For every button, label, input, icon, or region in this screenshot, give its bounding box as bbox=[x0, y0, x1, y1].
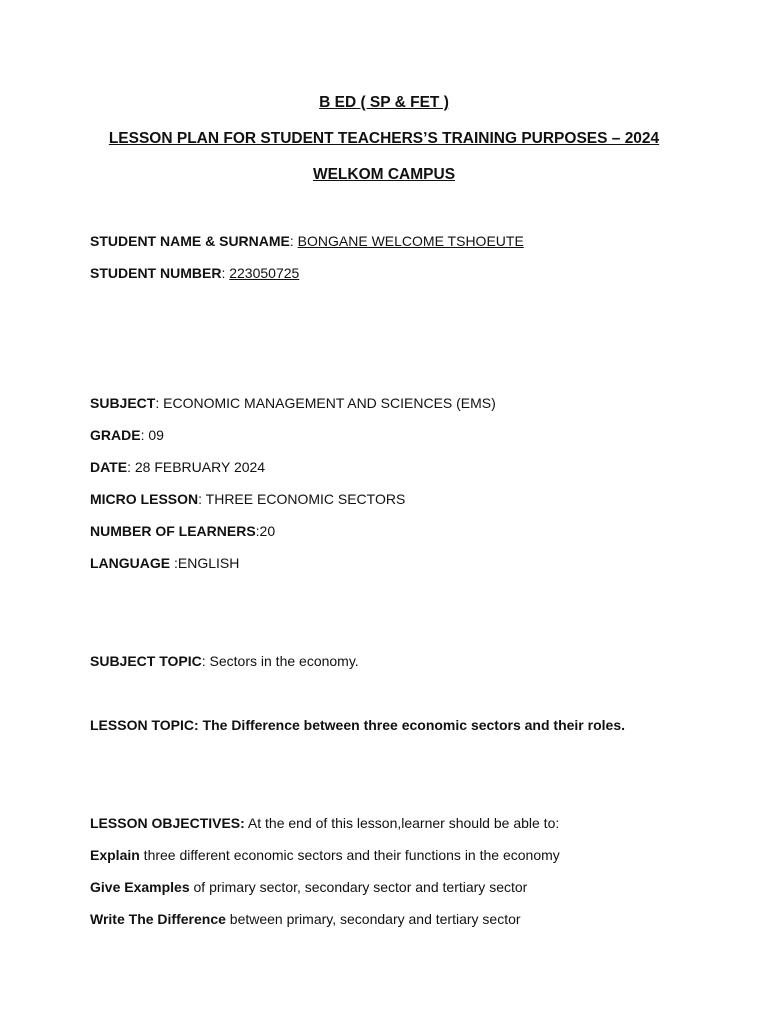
subject-label: SUBJECT bbox=[90, 395, 156, 411]
grade-label: GRADE bbox=[90, 427, 141, 443]
subject-value: : ECONOMIC MANAGEMENT AND SCIENCES (EMS) bbox=[155, 395, 496, 411]
objective-text: between primary, secondary and tertiary sector bbox=[225, 911, 521, 927]
language-value: :ENGLISH bbox=[174, 555, 240, 571]
student-number-label: STUDENT NUMBER bbox=[90, 265, 222, 281]
number-of-learners-label: NUMBER OF LEARNERS bbox=[90, 523, 256, 539]
date-label: DATE bbox=[90, 459, 128, 475]
subject-topic-label: SUBJECT TOPIC bbox=[90, 653, 202, 669]
objective-item bbox=[90, 879, 527, 895]
subject-topic-row bbox=[90, 653, 359, 669]
lesson-objectives-row bbox=[90, 815, 559, 831]
objective-item bbox=[90, 911, 521, 927]
language-row bbox=[90, 555, 239, 571]
grade-value: : 09 bbox=[140, 427, 164, 443]
language-label: LANGUAGE bbox=[90, 555, 174, 571]
student-name-value: BONGANE WELCOME TSHOEUTE bbox=[297, 233, 524, 249]
subject-row bbox=[90, 395, 496, 411]
campus-heading: WELKOM CAMPUS bbox=[312, 166, 456, 183]
micro-lesson-row bbox=[90, 491, 405, 507]
student-number-row bbox=[90, 265, 299, 281]
date-row bbox=[90, 459, 265, 475]
student-name-label: STUDENT NAME & SURNAME bbox=[90, 233, 290, 249]
student-name-separator: : bbox=[289, 233, 298, 249]
student-number-separator: : bbox=[221, 265, 230, 281]
lesson-topic-row: LESSON TOPIC: The Difference between three economic sectors and their roles. bbox=[90, 717, 625, 733]
subject-topic-value: : Sectors in the economy. bbox=[201, 653, 359, 669]
date-value: : 28 FEBRUARY 2024 bbox=[127, 459, 266, 475]
objective-item bbox=[90, 847, 560, 863]
objective-text: three different economic sectors and their functions in the economy bbox=[139, 847, 560, 863]
objective-text: of primary sector, secondary sector and tertiary sector bbox=[189, 879, 528, 895]
objective-verb: Write The Difference bbox=[90, 911, 226, 927]
student-name-row bbox=[90, 233, 524, 249]
micro-lesson-label: MICRO LESSON bbox=[90, 491, 199, 507]
lesson-objectives-intro: At the end of this lesson,learner should be able to: bbox=[244, 815, 560, 831]
objective-verb: Give Examples bbox=[90, 879, 190, 895]
micro-lesson-value: : THREE ECONOMIC SECTORS bbox=[198, 491, 406, 507]
grade-row bbox=[90, 427, 164, 443]
degree-heading: B ED ( SP & FET ) bbox=[319, 94, 449, 111]
number-of-learners-row bbox=[90, 523, 275, 539]
number-of-learners-value: :20 bbox=[255, 523, 276, 539]
objective-verb: Explain bbox=[90, 847, 140, 863]
lesson-plan-heading: LESSON PLAN FOR STUDENT TEACHERS’S TRAINING PURPOSES – 2024 bbox=[108, 130, 660, 147]
student-number-value: 223050725 bbox=[229, 265, 300, 281]
lesson-objectives-label: LESSON OBJECTIVES: bbox=[90, 815, 245, 831]
